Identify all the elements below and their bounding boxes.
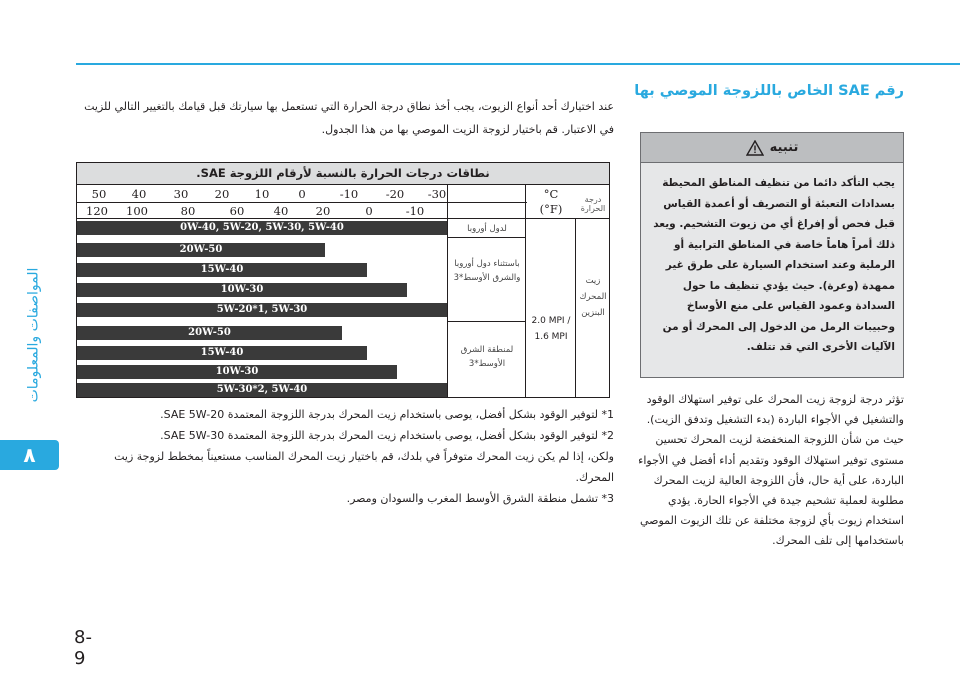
fahrenheit-tick: 0 <box>365 204 373 218</box>
celsius-tick: -20 <box>385 187 405 201</box>
caution-body: يجب التأكد دائما من تنظيف المناطق المحيطة بسدادات التعبئة أو التصريف أو أعمدة القياس قبل فحص أو إفراغ أي من زيوت التشحيم. ويعد ذلك أمراً هاماً خاصة في المناطق الترابية أو الرملية وعند استخدام السيارة على طرق غير ممهدة (وعرة). حيث يؤدي تنظيف ما حول السدادة وعمود القياس على منع الأوساخ وحبيبات الرمل من الدخول إلى المحرك أو من الآليات الأخرى التي قد تتلف. <box>653 177 895 353</box>
section-heading: رقم SAE الخاص باللزوجة الموصي بها <box>634 83 904 99</box>
fahrenheit-tick: 40 <box>273 204 289 218</box>
unit-labels: °C (°F) <box>539 187 563 216</box>
side-strip <box>0 0 92 685</box>
celsius-tick: 50 <box>91 187 107 201</box>
intro-paragraph: عند اختيارك أحد أنواع الزيوت، يجب أخذ نطاق درجة الحرارة التي تستعمل بها سيارتك قبل قيامك بالتغيير التالي للزيت في الاعتبار. قم باختيار لزوجة الزيت الموصي بها من هذا الجدول. <box>84 100 614 136</box>
viscosity-paragraph: تؤثر درجة لزوجة زيت المحرك على توفير استهلاك الوقود والتشغيل في الأجواء الباردة (بدء التشغيل وتدفق الزيت). حيث من شأن اللزوجة المنخفضة لزيت المحرك تحسين مستوى توفير استهلاك الوقود وتقديم أداء أفضل في الأجواء الباردة، على أية حال، فأن اللزوجة العالية لزيت المحرك مطلوبة لعملية تشحيم جيدة في الأجواء الحارة. يؤدي استخدام زيوت بأي لزوجة مختلفة عن تلك الزيوت الموصي باستخدامها إلى تلف المحرك. <box>638 393 904 548</box>
viscosity-bar: 20W-50 <box>77 243 325 257</box>
fahrenheit-tick: 120 <box>86 204 108 218</box>
viscosity-bar: 10W-30 <box>77 283 407 297</box>
region-label: لمنطقة الشرق الأوسط*3 <box>460 345 514 369</box>
caution-header <box>641 133 903 163</box>
footnote: ولكن، إذا لم يكن زيت المحرك متوفراً في بلدك، قم باختيار زيت المحرك المناسب مستعيناً بمخطط لزوجة زيت المحرك. <box>114 450 614 484</box>
viscosity-bar: 0W-40, 5W-20, 5W-30, 5W-40 <box>77 221 447 235</box>
fahrenheit-tick: -10 <box>405 204 425 218</box>
viscosity-bar: 5W-30*2, 5W-40 <box>77 383 447 397</box>
caution-label: تنبيه <box>769 140 799 155</box>
top-rule <box>76 63 960 65</box>
footnote: 2* لتوفير الوقود بشكل أفضل، يوصى باستخدام زيت المحرك بدرجة اللزوجة المعتمدة SAE 5W-30. <box>160 429 614 442</box>
viscosity-bar: 20W-50 <box>77 326 342 340</box>
table-title: نطاقات درجات الحرارة بالنسبة لأرقام اللزوجة SAE. <box>77 163 609 185</box>
celsius-tick: -10 <box>339 187 359 201</box>
celsius-tick: 10 <box>254 187 270 201</box>
chapter-title: المواصفات والمعلومات <box>25 267 41 403</box>
engine-type: 2.0 MPI / 1.6 MPI <box>531 316 571 342</box>
viscosity-table <box>76 162 610 398</box>
region-label: باستثناء دول أوروبا والشرق الأوسط*3 <box>453 259 521 283</box>
oil-label: زيت المحرك البنزين <box>579 276 607 318</box>
region-label: لدول أوروبا <box>467 224 507 234</box>
celsius-tick: 40 <box>131 187 147 201</box>
viscosity-bar: 10W-30 <box>77 365 397 379</box>
warning-triangle-icon <box>746 140 764 156</box>
caution-box <box>640 132 904 378</box>
celsius-tick: -30 <box>427 187 447 201</box>
footnote: 3* تشمل منطقة الشرق الأوسط المغرب والسودان ومصر. <box>346 492 614 505</box>
fahrenheit-tick: 20 <box>315 204 331 218</box>
footnotes <box>78 404 614 509</box>
right-column <box>628 78 904 552</box>
celsius-tick: 30 <box>173 187 189 201</box>
celsius-tick: 0 <box>298 187 306 201</box>
fahrenheit-tick: 60 <box>229 204 245 218</box>
viscosity-bar: 15W-40 <box>77 263 367 277</box>
page-number: 8-9 <box>74 627 92 669</box>
celsius-tick: 20 <box>214 187 230 201</box>
footnote: 1* لتوفير الوقود بشكل أفضل، يوصى باستخدام زيت المحرك بدرجة اللزوجة المعتمدة SAE 5W-20. <box>160 408 614 421</box>
fahrenheit-tick: 80 <box>180 204 196 218</box>
temperature-label: درجة الحرارة <box>580 195 606 213</box>
chapter-tab[interactable]: ٨ <box>0 440 59 470</box>
temperature-header <box>77 185 609 219</box>
viscosity-bar: 15W-40 <box>77 346 367 360</box>
fahrenheit-tick: 100 <box>126 204 148 218</box>
viscosity-bar: 5W-20*1, 5W-30 <box>77 303 447 317</box>
